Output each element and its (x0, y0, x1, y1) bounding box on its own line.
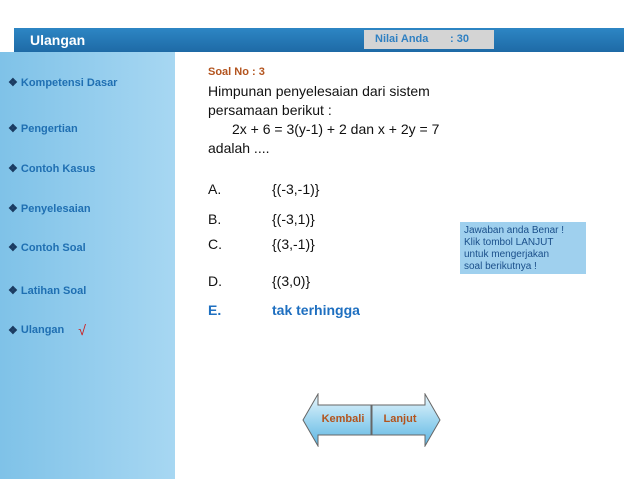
option-text: {(-3,-1)} (272, 181, 320, 197)
score-label: Nilai Anda (375, 33, 429, 45)
option-letter: E. (208, 302, 222, 318)
sidebar-item-label: Contoh Kasus (20, 162, 96, 175)
back-button[interactable] (302, 393, 372, 447)
sidebar-item-label: Contoh Soal (20, 241, 86, 254)
option-text: {(3,-1)} (272, 236, 315, 252)
question-line: persamaan berikut : (208, 102, 332, 118)
sidebar-item-pengertian[interactable] (8, 122, 78, 135)
sidebar (0, 52, 175, 479)
question-text (208, 82, 439, 158)
option-b[interactable] (208, 211, 315, 227)
sidebar-item-penyelesaian[interactable] (8, 202, 91, 215)
question-line: Himpunan penyelesaian dari sistem (208, 83, 430, 99)
option-letter: D. (208, 273, 222, 289)
sidebar-item-kompetensi-dasar[interactable] (8, 76, 117, 89)
diamond-bullet-icon: ❖ (8, 77, 18, 89)
score-value: : 30 (450, 33, 469, 45)
feedback-line: untuk mengerjakan (464, 249, 550, 260)
question-panel (175, 52, 638, 479)
diamond-bullet-icon: ❖ (8, 123, 18, 135)
option-text: {(-3,1)} (272, 211, 315, 227)
diamond-bullet-icon: ❖ (8, 203, 18, 215)
page-title: Ulangan (30, 32, 86, 48)
sidebar-item-ulangan[interactable] (8, 322, 86, 338)
feedback-line: soal berikutnya ! (464, 261, 537, 272)
option-c[interactable] (208, 236, 315, 252)
option-letter: B. (208, 211, 222, 227)
feedback-line: Jawaban anda Benar ! (464, 225, 565, 236)
diamond-bullet-icon: ❖ (8, 163, 18, 175)
option-a[interactable] (208, 181, 319, 197)
option-text: {(3,0)} (272, 273, 311, 289)
diamond-bullet-icon: ❖ (8, 242, 18, 254)
option-d[interactable] (208, 273, 310, 289)
sidebar-item-contoh-kasus[interactable] (8, 162, 95, 175)
question-equation: 2x + 6 = 3(y-1) + 2 dan x + 2y = 7 (232, 121, 440, 137)
sidebar-item-label: Ulangan (20, 324, 65, 336)
option-text: tak terhingga (272, 302, 360, 318)
diamond-bullet-icon: ❖ (8, 285, 18, 297)
question-number: Soal No : 3 (208, 66, 265, 78)
option-letter: C. (208, 236, 222, 252)
sidebar-item-contoh-soal[interactable] (8, 241, 86, 254)
option-letter: A. (208, 181, 222, 197)
sidebar-item-latihan-soal[interactable] (8, 284, 86, 297)
header-bar (14, 28, 624, 52)
next-button-label: Lanjut (383, 413, 417, 425)
check-mark-icon: √ (78, 322, 86, 338)
sidebar-item-label: Penyelesaian (20, 202, 91, 215)
diamond-bullet-icon: ❖ (8, 324, 18, 337)
sidebar-item-label: Kompetensi Dasar (20, 76, 118, 89)
score-box (364, 30, 494, 49)
sidebar-item-label: Pengertian (20, 122, 78, 135)
sidebar-item-label: Latihan Soal (20, 284, 87, 297)
feedback-line: Klik tombol LANJUT (464, 237, 554, 248)
feedback-box (460, 222, 586, 274)
option-e[interactable] (208, 302, 360, 318)
next-button[interactable] (371, 393, 441, 447)
question-line: adalah .... (208, 140, 270, 156)
back-button-label: Kembali (321, 413, 365, 425)
